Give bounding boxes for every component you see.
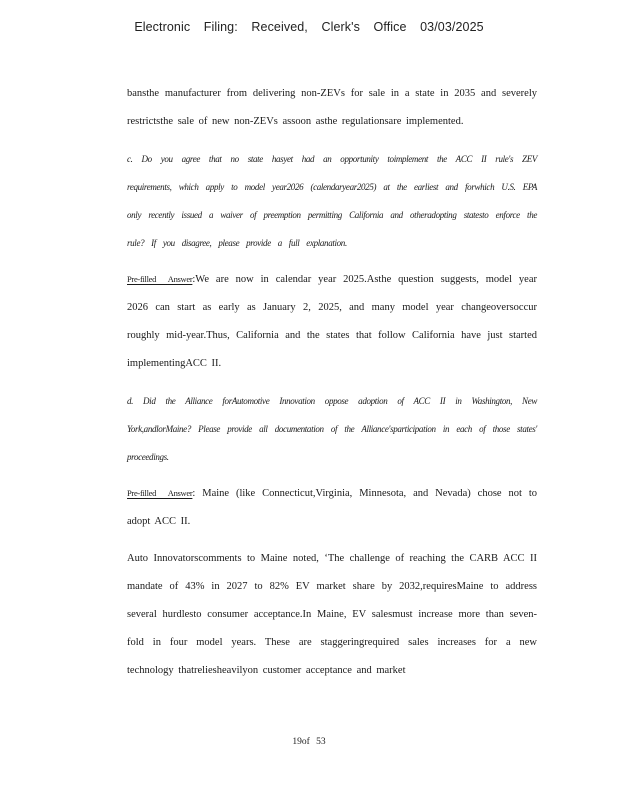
question-text: c. Do you agree that no state hasyet had an opportunity toimplement the ACC II rule's ZEV requirements, which apply to model year2026 (calendaryear2025) at the earliest and forwhich U.S. EPA only recently issued a waiver of preemption permitting California and otheradopting statesto enforce the rule? If you disagree, please provide a full explanation. <box>127 154 537 248</box>
prefilled-answer-label: Pre-filled Answer <box>127 274 193 284</box>
question-c <box>127 145 537 257</box>
paragraph-ban-restrictions <box>127 80 537 136</box>
filing-stamp-header: Electronic Filing: Received, Clerk's Office 03/03/2025 <box>134 20 484 34</box>
prefilled-answer-label: Pre-filled Answer <box>127 488 193 498</box>
answer-d <box>127 479 537 536</box>
answer-c <box>127 265 537 378</box>
paragraph-text: Auto Innovatorscomments to Maine noted, ‘The challenge of reaching the CARB ACC II mandate of 43% in 2027 to 82% EV market share by 2032,requiresMaine to address several hurdlesto consumer acceptance.In Maine, EV salesmust increase more than seven-fold in four model years. These are staggeringrequired sales increases for a new technology thatreliesheavilyon customer acceptance and market <box>127 553 537 676</box>
page-number: 19of 53 <box>292 737 326 747</box>
question-d <box>127 387 537 471</box>
paragraph-text: bansthe manufacturer from delivering non-ZEVs for sale in a state in 2035 and severely restrictsthe sale of new non-ZEVs assoon asthe regulationsare implemented. <box>127 88 537 127</box>
paragraph-maine-comments <box>127 545 537 685</box>
answer-text: : Maine (like Connecticut,Virginia, Minnesota, and Nevada) chose not to adopt ACC II. <box>127 488 537 527</box>
document-body <box>127 80 537 694</box>
answer-text: :We are now in calendar year 2025.Asthe question suggests, model year 2026 can start as early as January 2, 2025, and many model year changeoversoccur roughly mid-year.Thus, California and the states that follow California have just started implementingACC II. <box>127 274 537 369</box>
question-text: d. Did the Alliance forAutomotive Innovation oppose adoption of ACC II in Washington, New York,andlorMaine? Please provide all documentation of the Alliance'sparticipation in each of those states' proceedings. <box>127 396 537 462</box>
